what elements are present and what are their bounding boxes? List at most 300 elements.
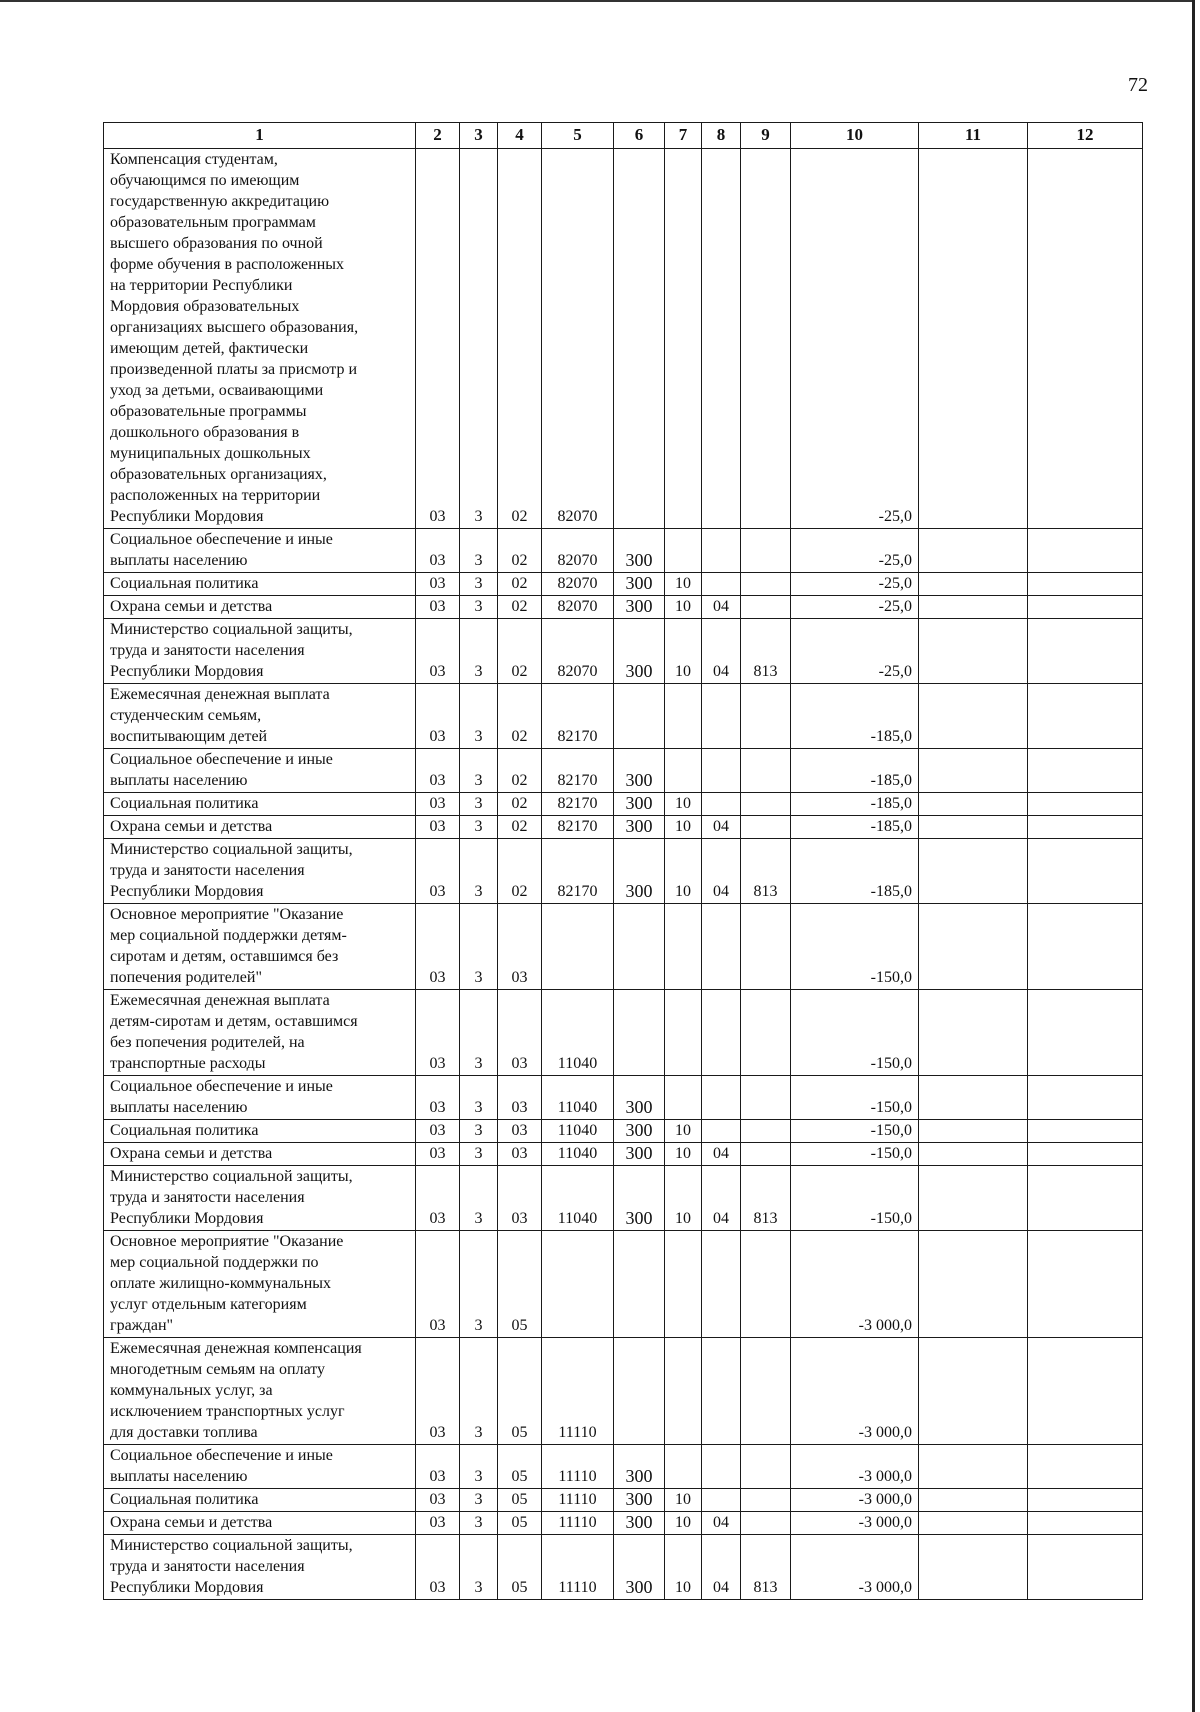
cell-col-3: 3 [460, 904, 498, 990]
cell-col-5: 11110 [542, 1512, 614, 1535]
cell-amount: -150,0 [791, 1076, 919, 1120]
cell-col-4: 03 [498, 904, 542, 990]
cell-col-7: 10 [665, 1489, 702, 1512]
cell-col-9 [741, 1120, 791, 1143]
cell-col-3: 3 [460, 793, 498, 816]
cell-col-4: 02 [498, 529, 542, 573]
cell-col-8 [702, 684, 741, 749]
cell-amount: -3 000,0 [791, 1231, 919, 1338]
col-header-2: 2 [416, 123, 460, 149]
cell-col-9 [741, 1489, 791, 1512]
cell-col-6 [614, 149, 665, 529]
cell-col-7 [665, 904, 702, 990]
cell-col-6 [614, 904, 665, 990]
cell-col-3: 3 [460, 1076, 498, 1120]
col-header-6: 6 [614, 123, 665, 149]
cell-col-3: 3 [460, 816, 498, 839]
cell-col-5: 82170 [542, 684, 614, 749]
cell-col-6: 300 [614, 529, 665, 573]
row-name: Социальная политика [104, 1489, 416, 1512]
table-row [104, 1076, 1143, 1120]
cell-col-7 [665, 1445, 702, 1489]
cell-col-3: 3 [460, 529, 498, 573]
cell-col-9 [741, 904, 791, 990]
cell-col-6: 300 [614, 619, 665, 684]
cell-col-11 [919, 596, 1028, 619]
col-header-11: 11 [919, 123, 1028, 149]
cell-col-12 [1028, 1076, 1143, 1120]
cell-col-6: 300 [614, 839, 665, 904]
row-name: Ежемесячная денежная выплата детям-сиротам и детям, оставшимся без попечения родителей, на транспортные расходы [104, 990, 416, 1076]
cell-col-2: 03 [416, 149, 460, 529]
cell-col-7: 10 [665, 1535, 702, 1600]
cell-col-3: 3 [460, 990, 498, 1076]
cell-col-5: 11110 [542, 1535, 614, 1600]
cell-col-6: 300 [614, 1143, 665, 1166]
cell-col-9: 813 [741, 839, 791, 904]
cell-col-4: 02 [498, 619, 542, 684]
cell-col-5: 82070 [542, 619, 614, 684]
cell-col-9 [741, 749, 791, 793]
cell-col-11 [919, 1120, 1028, 1143]
cell-col-11 [919, 904, 1028, 990]
cell-col-6: 300 [614, 596, 665, 619]
cell-col-5: 11040 [542, 1166, 614, 1231]
cell-col-5: 11110 [542, 1445, 614, 1489]
cell-col-3: 3 [460, 1338, 498, 1445]
cell-col-9 [741, 1143, 791, 1166]
cell-col-4: 02 [498, 573, 542, 596]
cell-col-8 [702, 1489, 741, 1512]
cell-col-2: 03 [416, 1076, 460, 1120]
cell-col-3: 3 [460, 1512, 498, 1535]
cell-col-8 [702, 149, 741, 529]
cell-col-6: 300 [614, 1166, 665, 1231]
cell-col-8: 04 [702, 839, 741, 904]
cell-col-2: 03 [416, 529, 460, 573]
cell-col-11 [919, 1338, 1028, 1445]
table-row [104, 619, 1143, 684]
cell-col-6: 300 [614, 1076, 665, 1120]
cell-col-9 [741, 596, 791, 619]
cell-col-7 [665, 749, 702, 793]
cell-col-4: 03 [498, 990, 542, 1076]
page-right-edge [1192, 0, 1195, 1712]
row-name: Министерство социальной защиты, труда и занятости населения Республики Мордовия [104, 839, 416, 904]
table-row [104, 1166, 1143, 1231]
cell-col-2: 03 [416, 1338, 460, 1445]
cell-col-3: 3 [460, 839, 498, 904]
cell-col-3: 3 [460, 1535, 498, 1600]
cell-col-6: 300 [614, 816, 665, 839]
cell-col-4: 02 [498, 816, 542, 839]
cell-col-12 [1028, 149, 1143, 529]
budget-table [103, 122, 1143, 1600]
cell-col-9 [741, 684, 791, 749]
cell-col-8: 04 [702, 619, 741, 684]
cell-col-2: 03 [416, 1445, 460, 1489]
cell-col-9 [741, 1231, 791, 1338]
cell-col-11 [919, 1076, 1028, 1120]
cell-col-3: 3 [460, 149, 498, 529]
table-row [104, 1512, 1143, 1535]
cell-amount: -3 000,0 [791, 1445, 919, 1489]
cell-col-2: 03 [416, 1166, 460, 1231]
table-row [104, 529, 1143, 573]
cell-col-3: 3 [460, 1120, 498, 1143]
cell-col-3: 3 [460, 684, 498, 749]
cell-col-2: 03 [416, 1120, 460, 1143]
cell-col-8 [702, 529, 741, 573]
cell-col-12 [1028, 839, 1143, 904]
cell-col-2: 03 [416, 749, 460, 793]
cell-col-7 [665, 1076, 702, 1120]
cell-col-11 [919, 1143, 1028, 1166]
cell-col-2: 03 [416, 793, 460, 816]
cell-col-9: 813 [741, 619, 791, 684]
cell-col-3: 3 [460, 1445, 498, 1489]
cell-col-12 [1028, 1338, 1143, 1445]
row-name: Социальное обеспечение и иные выплаты населению [104, 1445, 416, 1489]
cell-col-7: 10 [665, 1120, 702, 1143]
cell-col-2: 03 [416, 990, 460, 1076]
cell-amount: -25,0 [791, 619, 919, 684]
cell-col-6: 300 [614, 749, 665, 793]
cell-col-8: 04 [702, 1166, 741, 1231]
cell-col-6: 300 [614, 1535, 665, 1600]
cell-col-5: 82170 [542, 816, 614, 839]
cell-col-8 [702, 1338, 741, 1445]
cell-col-2: 03 [416, 684, 460, 749]
cell-col-7 [665, 1338, 702, 1445]
cell-col-9: 813 [741, 1166, 791, 1231]
cell-col-2: 03 [416, 816, 460, 839]
cell-col-4: 02 [498, 596, 542, 619]
cell-col-5: 82070 [542, 596, 614, 619]
cell-col-2: 03 [416, 1489, 460, 1512]
cell-col-2: 03 [416, 596, 460, 619]
cell-amount: -3 000,0 [791, 1512, 919, 1535]
cell-col-6 [614, 1231, 665, 1338]
cell-col-2: 03 [416, 619, 460, 684]
cell-col-6: 300 [614, 1512, 665, 1535]
cell-col-5: 11110 [542, 1338, 614, 1445]
col-header-10: 10 [791, 123, 919, 149]
cell-col-11 [919, 1445, 1028, 1489]
table-row [104, 904, 1143, 990]
cell-col-2: 03 [416, 573, 460, 596]
cell-col-12 [1028, 904, 1143, 990]
header-row [104, 123, 1143, 149]
cell-col-4: 02 [498, 839, 542, 904]
cell-col-6: 300 [614, 1489, 665, 1512]
cell-amount: -185,0 [791, 793, 919, 816]
table-row [104, 573, 1143, 596]
row-name: Охрана семьи и детства [104, 816, 416, 839]
row-name: Компенсация студентам, обучающимся по имеющим государственную аккредитацию образовательным программам высшего образования по очной форме обучения в расположенных на территории Республики Мордовия образовательных организациях высшего образования, имеющим детей, фактически произведенной платы за присмотр и уход за детьми, осваивающими образовательные программы дошкольного образования в муниципальных дошкольных образовательных организациях, расположенных на территории Республики Мордовия [104, 149, 416, 529]
cell-col-5: 82170 [542, 749, 614, 793]
col-header-8: 8 [702, 123, 741, 149]
cell-col-11 [919, 839, 1028, 904]
cell-col-12 [1028, 1231, 1143, 1338]
cell-col-5: 82070 [542, 529, 614, 573]
cell-col-3: 3 [460, 749, 498, 793]
table-row [104, 749, 1143, 793]
row-name: Социальная политика [104, 793, 416, 816]
cell-col-4: 02 [498, 749, 542, 793]
cell-amount: -25,0 [791, 573, 919, 596]
cell-col-2: 03 [416, 904, 460, 990]
cell-col-8 [702, 749, 741, 793]
cell-col-12 [1028, 1512, 1143, 1535]
cell-col-5: 11040 [542, 1143, 614, 1166]
cell-col-2: 03 [416, 1231, 460, 1338]
cell-col-11 [919, 573, 1028, 596]
table-row [104, 1445, 1143, 1489]
cell-col-9 [741, 149, 791, 529]
cell-col-9 [741, 1076, 791, 1120]
row-name: Основное мероприятие "Оказание мер социальной поддержки детям- сиротам и детям, оставшимся без попечения родителей" [104, 904, 416, 990]
row-name: Ежемесячная денежная компенсация многодетным семьям на оплату коммунальных услуг, за исключением транспортных услуг для доставки топлива [104, 1338, 416, 1445]
cell-col-8 [702, 573, 741, 596]
cell-amount: -25,0 [791, 529, 919, 573]
cell-col-11 [919, 1489, 1028, 1512]
cell-col-11 [919, 816, 1028, 839]
row-name: Охрана семьи и детства [104, 1143, 416, 1166]
cell-col-9 [741, 1445, 791, 1489]
page-number: 72 [1128, 74, 1148, 96]
cell-col-12 [1028, 1445, 1143, 1489]
cell-col-4: 05 [498, 1489, 542, 1512]
cell-col-4: 03 [498, 1166, 542, 1231]
cell-amount: -185,0 [791, 749, 919, 793]
cell-amount: -150,0 [791, 1166, 919, 1231]
cell-col-7: 10 [665, 1143, 702, 1166]
cell-col-11 [919, 529, 1028, 573]
cell-col-4: 03 [498, 1076, 542, 1120]
cell-col-7 [665, 990, 702, 1076]
cell-col-7: 10 [665, 573, 702, 596]
cell-col-12 [1028, 573, 1143, 596]
cell-col-7 [665, 529, 702, 573]
table-row [104, 990, 1143, 1076]
cell-col-8: 04 [702, 1512, 741, 1535]
cell-col-9 [741, 816, 791, 839]
cell-col-6: 300 [614, 1120, 665, 1143]
cell-col-12 [1028, 1166, 1143, 1231]
cell-col-6 [614, 990, 665, 1076]
cell-amount: -185,0 [791, 816, 919, 839]
col-header-7: 7 [665, 123, 702, 149]
table-body [104, 149, 1143, 1600]
cell-col-9 [741, 793, 791, 816]
row-name: Социальная политика [104, 1120, 416, 1143]
cell-col-4: 05 [498, 1535, 542, 1600]
cell-col-12 [1028, 1120, 1143, 1143]
col-header-5: 5 [542, 123, 614, 149]
cell-col-3: 3 [460, 1231, 498, 1338]
cell-col-2: 03 [416, 1512, 460, 1535]
cell-col-4: 05 [498, 1512, 542, 1535]
cell-col-4: 03 [498, 1120, 542, 1143]
cell-col-4: 05 [498, 1445, 542, 1489]
col-header-12: 12 [1028, 123, 1143, 149]
cell-col-4: 02 [498, 793, 542, 816]
cell-col-9 [741, 1338, 791, 1445]
col-header-4: 4 [498, 123, 542, 149]
cell-col-6: 300 [614, 1445, 665, 1489]
cell-col-3: 3 [460, 1143, 498, 1166]
cell-col-2: 03 [416, 1535, 460, 1600]
cell-col-12 [1028, 793, 1143, 816]
row-name: Министерство социальной защиты, труда и занятости населения Республики Мордовия [104, 1535, 416, 1600]
cell-col-5: 11040 [542, 1076, 614, 1120]
cell-col-4: 03 [498, 1143, 542, 1166]
cell-col-7: 10 [665, 619, 702, 684]
cell-col-11 [919, 1231, 1028, 1338]
cell-col-12 [1028, 749, 1143, 793]
cell-col-6 [614, 1338, 665, 1445]
cell-col-11 [919, 1166, 1028, 1231]
cell-amount: -150,0 [791, 1143, 919, 1166]
cell-amount: -150,0 [791, 990, 919, 1076]
cell-col-4: 05 [498, 1231, 542, 1338]
cell-col-9 [741, 573, 791, 596]
cell-col-8 [702, 1445, 741, 1489]
cell-col-12 [1028, 529, 1143, 573]
cell-col-7 [665, 149, 702, 529]
cell-col-8 [702, 904, 741, 990]
table-row [104, 1143, 1143, 1166]
cell-col-3: 3 [460, 1489, 498, 1512]
table-header [104, 123, 1143, 149]
row-name: Министерство социальной защиты, труда и занятости населения Республики Мордовия [104, 1166, 416, 1231]
cell-col-11 [919, 749, 1028, 793]
row-name: Министерство социальной защиты, труда и занятости населения Республики Мордовия [104, 619, 416, 684]
cell-col-4: 02 [498, 149, 542, 529]
page-top-edge [0, 0, 1195, 2]
cell-col-7: 10 [665, 816, 702, 839]
cell-col-8 [702, 1231, 741, 1338]
row-name: Социальное обеспечение и иные выплаты населению [104, 749, 416, 793]
cell-col-7: 10 [665, 1512, 702, 1535]
cell-col-2: 03 [416, 1143, 460, 1166]
cell-col-8: 04 [702, 596, 741, 619]
cell-col-3: 3 [460, 596, 498, 619]
cell-col-5 [542, 904, 614, 990]
cell-col-7 [665, 1231, 702, 1338]
table-row [104, 149, 1143, 529]
cell-amount: -3 000,0 [791, 1338, 919, 1445]
cell-col-11 [919, 684, 1028, 749]
cell-col-7: 10 [665, 839, 702, 904]
cell-col-5: 11040 [542, 1120, 614, 1143]
table-row [104, 684, 1143, 749]
row-name: Основное мероприятие "Оказание мер социальной поддержки по оплате жилищно-коммунальных услуг отдельным категориям граждан" [104, 1231, 416, 1338]
cell-col-5: 11110 [542, 1489, 614, 1512]
cell-col-6: 300 [614, 793, 665, 816]
cell-amount: -3 000,0 [791, 1489, 919, 1512]
cell-col-12 [1028, 1143, 1143, 1166]
cell-col-5: 11040 [542, 990, 614, 1076]
table-row [104, 816, 1143, 839]
table-row [104, 1489, 1143, 1512]
cell-col-12 [1028, 619, 1143, 684]
row-name: Социальное обеспечение и иные выплаты населению [104, 529, 416, 573]
row-name: Социальная политика [104, 573, 416, 596]
table-row [104, 1120, 1143, 1143]
cell-amount: -150,0 [791, 904, 919, 990]
cell-col-3: 3 [460, 1166, 498, 1231]
cell-col-8 [702, 990, 741, 1076]
row-name: Ежемесячная денежная выплата студенческим семьям, воспитывающим детей [104, 684, 416, 749]
cell-col-11 [919, 149, 1028, 529]
cell-col-12 [1028, 816, 1143, 839]
cell-col-11 [919, 619, 1028, 684]
cell-col-4: 05 [498, 1338, 542, 1445]
cell-amount: -25,0 [791, 149, 919, 529]
cell-col-5: 82070 [542, 573, 614, 596]
cell-col-8: 04 [702, 1143, 741, 1166]
table-row [104, 1535, 1143, 1600]
cell-col-5 [542, 1231, 614, 1338]
cell-col-5: 82170 [542, 793, 614, 816]
cell-col-9 [741, 529, 791, 573]
cell-col-5: 82070 [542, 149, 614, 529]
col-header-3: 3 [460, 123, 498, 149]
table-row [104, 596, 1143, 619]
col-header-9: 9 [741, 123, 791, 149]
col-header-1: 1 [104, 123, 416, 149]
cell-col-11 [919, 1535, 1028, 1600]
row-name: Охрана семьи и детства [104, 596, 416, 619]
cell-col-8 [702, 793, 741, 816]
table-row [104, 1231, 1143, 1338]
cell-amount: -185,0 [791, 684, 919, 749]
cell-col-7: 10 [665, 793, 702, 816]
cell-col-7: 10 [665, 596, 702, 619]
cell-col-9 [741, 990, 791, 1076]
cell-col-12 [1028, 684, 1143, 749]
table-row [104, 839, 1143, 904]
cell-amount: -185,0 [791, 839, 919, 904]
table-row [104, 1338, 1143, 1445]
cell-col-12 [1028, 596, 1143, 619]
cell-col-12 [1028, 1535, 1143, 1600]
cell-col-8: 04 [702, 1535, 741, 1600]
cell-col-11 [919, 793, 1028, 816]
cell-amount: -150,0 [791, 1120, 919, 1143]
cell-col-3: 3 [460, 619, 498, 684]
cell-col-11 [919, 1512, 1028, 1535]
cell-col-2: 03 [416, 839, 460, 904]
cell-col-9: 813 [741, 1535, 791, 1600]
cell-col-3: 3 [460, 573, 498, 596]
cell-col-9 [741, 1512, 791, 1535]
cell-col-7: 10 [665, 1166, 702, 1231]
cell-amount: -3 000,0 [791, 1535, 919, 1600]
cell-col-6: 300 [614, 573, 665, 596]
cell-col-12 [1028, 1489, 1143, 1512]
cell-col-8: 04 [702, 816, 741, 839]
cell-col-6 [614, 684, 665, 749]
cell-col-4: 02 [498, 684, 542, 749]
cell-col-12 [1028, 990, 1143, 1076]
table-row [104, 793, 1143, 816]
cell-col-8 [702, 1076, 741, 1120]
cell-amount: -25,0 [791, 596, 919, 619]
cell-col-7 [665, 684, 702, 749]
